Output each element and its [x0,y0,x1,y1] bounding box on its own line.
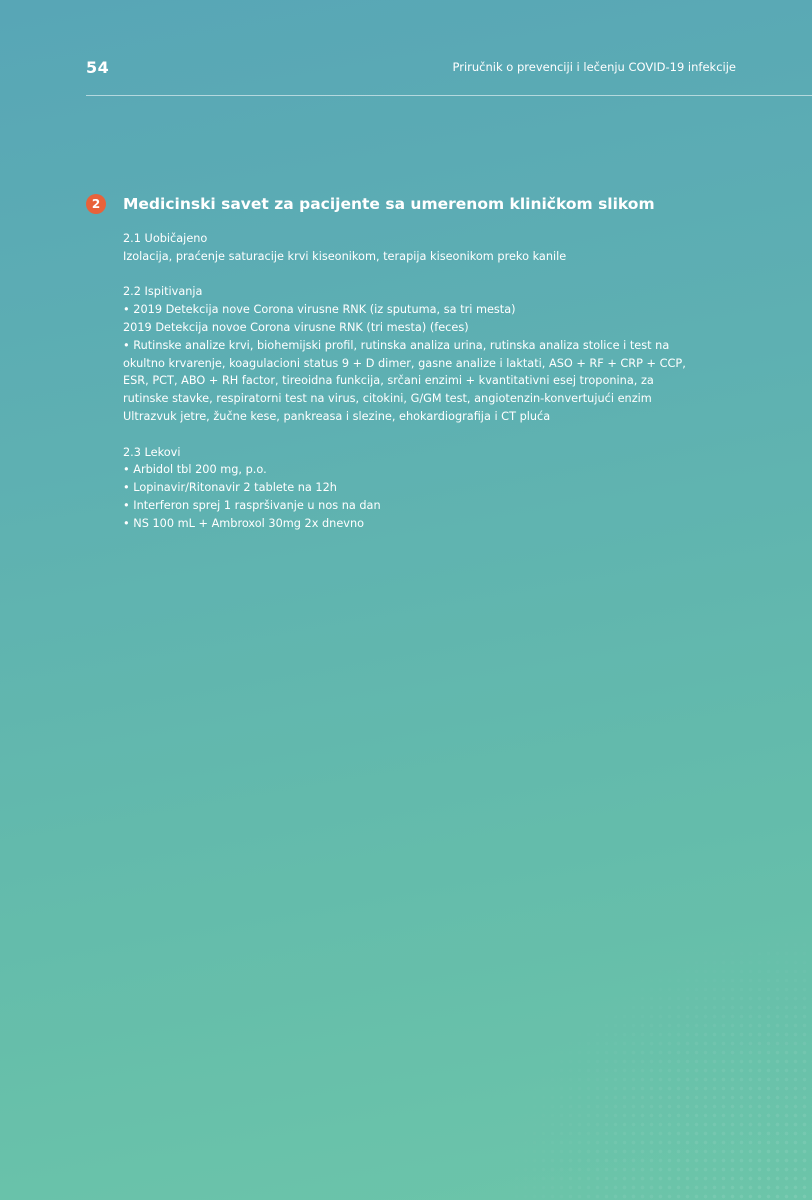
text-line: • Rutinske analize krvi, biohemijski profil, rutinska analiza urina, rutinska analiza stolice i test na [123,338,670,352]
text-line: rutinske stavke, respiratorni test na virus, citokini, G/GM test, angiotenzin-konvertujući enzim [123,392,652,406]
list-item: • Lopinavir/Ritonavir 2 tablete na 12h [123,481,337,495]
subsection-heading: 2.1 Uobičajeno [123,232,208,245]
list-item: • NS 100 mL + Ambroxol 30mg 2x dnevno [123,516,365,530]
halftone-decoration [512,940,812,1200]
text-line: • 2019 Detekcija nove Corona virusne RNK (iz sputuma, sa tri mesta) [123,303,516,317]
subsection-heading: 2.2 Ispitivanja [123,285,203,299]
text-line: ESR, PCT, ABO + RH factor, tireoidna funkcija, srčani enzimi + kvantitativni esej troponina, za [123,374,654,388]
subsection-uobicajeno [123,230,735,266]
running-header-title: Priručnik o prevenciji i lečenju COVID-19 infekcije [452,60,736,74]
section-body [123,230,735,533]
section-title: Medicinski savet za pacijente sa umerenom kliničkom slikom [123,195,655,213]
header-divider [86,95,812,96]
subsection-ispitivanja [123,283,735,425]
text-line: Izolacija, praćenje saturacije krvi kiseonikom, terapija kiseonikom preko kanile [123,249,567,263]
page-number: 54 [86,58,110,77]
section-heading [86,194,746,214]
list-item: • Arbidol tbl 200 mg, p.o. [123,463,267,477]
text-line: Ultrazvuk jetre, žučne kese, pankreasa i slezine, ehokardiografija i CT pluća [123,409,551,423]
text-line: 2019 Detekcija novoe Corona virusne RNK (tri mesta) (feces) [123,320,469,334]
subsection-lekovi [123,444,735,533]
list-item: • Interferon sprej 1 raspršivanje u nos na dan [123,498,381,512]
subsection-heading: 2.3 Lekovi [123,445,181,459]
text-line: okultno krvarenje, koagulacioni status 9 + D dimer, gasne analize i laktati, ASO + RF + CRP + CCP, [123,356,686,370]
section-2 [86,194,746,550]
section-number-badge: 2 [86,194,106,214]
